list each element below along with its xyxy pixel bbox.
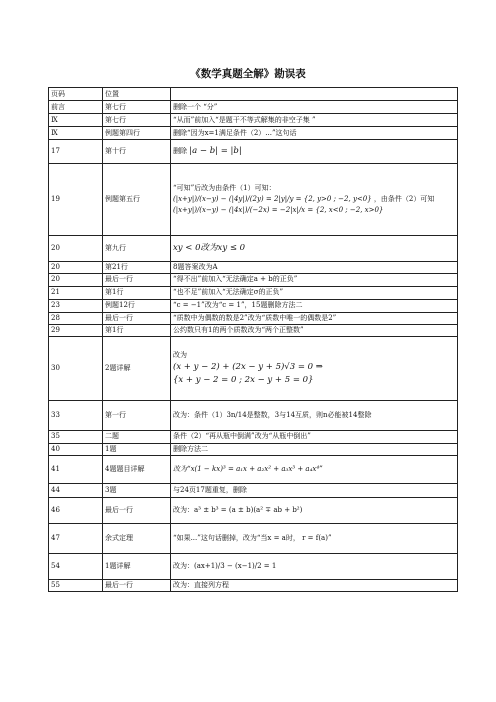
- document-title: 《数学真题全解》勘误表: [190, 68, 306, 80]
- cell-position: 最后一行: [103, 579, 171, 591]
- table-row: [49, 324, 458, 336]
- cell-position: 第1行: [103, 286, 171, 299]
- cell-page: 41: [49, 455, 103, 483]
- cell-position: 第1行: [103, 324, 171, 336]
- table-row: [49, 312, 458, 324]
- errata-table: [48, 87, 458, 592]
- cell-text: “可知”后改为由条件（1）可知：: [173, 184, 276, 193]
- header-position: 位置: [103, 88, 171, 101]
- cell-content: “c = −1”改为“c = 1”，15题删除方法二: [171, 299, 458, 312]
- cell-page: 20: [49, 236, 103, 262]
- table-row: [49, 140, 458, 164]
- cell-page: 30: [49, 336, 103, 400]
- cell-content: 改为：a³ ± b³ = (a ± b)(a² ∓ ab + b²): [171, 497, 458, 523]
- cell-page: 47: [49, 523, 103, 553]
- cell-position: 最后一行: [103, 312, 171, 324]
- cell-position: 余式定理: [103, 523, 171, 553]
- table-row: [49, 114, 458, 127]
- cell-page: 35: [49, 430, 103, 443]
- cell-content: “得不出”前加入“无法确定a + b的正负”: [171, 273, 458, 286]
- cell-page: 46: [49, 497, 103, 523]
- table-row: [49, 523, 458, 553]
- table-row: [49, 455, 458, 483]
- cell-text: ，由条件（2）可知: [373, 195, 435, 204]
- cell-position: 1题详解: [103, 553, 171, 579]
- table-row: [49, 483, 458, 497]
- cell-content: “质数中为偶数的数是2”改为“质数中唯一的偶数是2”: [171, 312, 458, 324]
- cell-position: 第七行: [103, 101, 171, 114]
- table-row: [49, 101, 458, 114]
- cell-position: 二题: [103, 430, 171, 443]
- table-row: [49, 299, 458, 312]
- cell-position: 第21行: [103, 262, 171, 274]
- table-header-row: [49, 88, 458, 101]
- cell-content: “从而”前加入“是题干不等式解集的非空子集 ”: [171, 114, 458, 127]
- cell-page: 20: [49, 273, 103, 286]
- cell-position: 第九行: [103, 236, 171, 262]
- table-row: [49, 579, 458, 591]
- cell-position: 最后一行: [103, 497, 171, 523]
- cell-page: 21: [49, 286, 103, 299]
- cell-page: 20: [49, 262, 103, 274]
- cell-position: 4题题目详解: [103, 455, 171, 483]
- cell-page: Ⅸ: [49, 127, 103, 140]
- cell-position: 1题: [103, 443, 171, 455]
- table-row: [49, 286, 458, 299]
- table-row: [49, 273, 458, 286]
- cell-content: 与24页17题重复，删除: [171, 483, 458, 497]
- cell-content: xy < 0改为xy ≤ 0: [171, 236, 458, 262]
- cell-page: 17: [49, 140, 103, 164]
- formula: {x + y − 2 = 0 ; 2x − y + 5 = 0}: [173, 374, 314, 385]
- formula: |a − b| = |b|: [189, 146, 242, 157]
- cell-page: 40: [49, 443, 103, 455]
- cell-page: Ⅸ: [49, 114, 103, 127]
- table-row: [49, 430, 458, 443]
- cell-content: [171, 336, 458, 400]
- cell-position: 第七行: [103, 114, 171, 127]
- table-row: [49, 127, 458, 140]
- table-row: [49, 400, 458, 430]
- cell-content: [171, 164, 458, 236]
- table-row: [49, 262, 458, 274]
- cell-position: 3题: [103, 483, 171, 497]
- cell-content: 8题答案改为A: [171, 262, 458, 274]
- cell-content: 删除“因为x=1满足条件（2）...”这句话: [171, 127, 458, 140]
- cell-text: 删除: [173, 147, 187, 156]
- cell-content: [171, 140, 458, 164]
- cell-position: 第十行: [103, 140, 171, 164]
- cell-position: 例题12行: [103, 299, 171, 312]
- cell-content: 删除方法二: [171, 443, 458, 455]
- formula: (|x+y|)/(x−y) − (|4x|)/(−2x) = −2|x|/x = {2, x<0 ; −2, x>0}: [173, 205, 384, 214]
- cell-page: 前言: [49, 101, 103, 114]
- cell-content: 公约数只有1的两个质数改为“两个正整数”: [171, 324, 458, 336]
- cell-page: 23: [49, 299, 103, 312]
- cell-position: 例题第五行: [103, 164, 171, 236]
- cell-content: 删除一个 “分”: [171, 101, 458, 114]
- cell-position: 2题详解: [103, 336, 171, 400]
- cell-page: 28: [49, 312, 103, 324]
- cell-position: 最后一行: [103, 273, 171, 286]
- cell-content: 改为“x(1 − kx)³ = a₁x + a₂x² + a₃x³ + a₄x⁴”: [171, 455, 458, 483]
- table-row: [49, 443, 458, 455]
- table-row: [49, 236, 458, 262]
- formula: (x + y − 2) + (2x − y + 5)√3 = 0 ⇒: [173, 362, 323, 372]
- cell-page: 19: [49, 164, 103, 236]
- cell-page: 33: [49, 400, 103, 430]
- table-row: [49, 497, 458, 523]
- cell-content: 条件（2）“再从瓶中倒满”改为“从瓶中倒出”: [171, 430, 458, 443]
- header-content: [171, 88, 458, 101]
- cell-content: “也不足”前加入“无法确定σ的正负”: [171, 286, 458, 299]
- header-page: 页码: [49, 88, 103, 101]
- cell-content: “如果...”这句话删掉，改为“当x = a时， r = f(a)”: [171, 523, 458, 553]
- cell-page: 29: [49, 324, 103, 336]
- cell-text: 改为: [173, 351, 187, 360]
- cell-content: 改为：条件（1）3n/14是整数，3与14互质，则n必能被14整除: [171, 400, 458, 430]
- cell-page: 55: [49, 579, 103, 591]
- table-row: [49, 164, 458, 236]
- cell-content: 改为：直接列方程: [171, 579, 458, 591]
- cell-content: 改为：(ax+1)/3 − (x−1)/2 = 1: [171, 553, 458, 579]
- table-row: [49, 553, 458, 579]
- cell-page: 54: [49, 553, 103, 579]
- cell-position: 第一行: [103, 400, 171, 430]
- cell-page: 44: [49, 483, 103, 497]
- table-row: [49, 336, 458, 400]
- cell-position: 例题第四行: [103, 127, 171, 140]
- formula: (|x+y|)/(x−y) − (|4y|)/(2y) = 2|y|/y = {2, y>0 ; −2, y<0}: [173, 195, 372, 204]
